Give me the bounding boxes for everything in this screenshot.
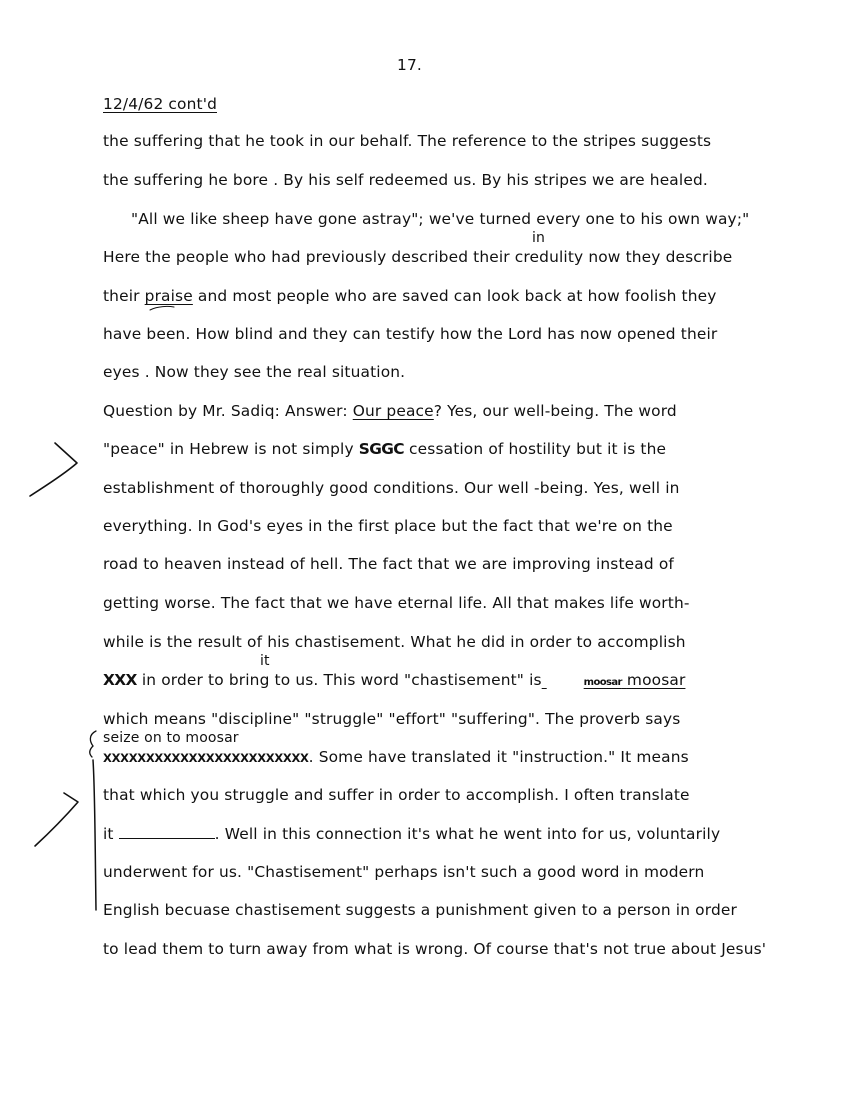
text-segment: "peace" in Hebrew is not simply bbox=[103, 440, 359, 458]
text-line: the suffering that he took in our behalf. The reference to the stripes suggests bbox=[103, 132, 712, 150]
text-line: getting worse. The fact that we have eternal life. All that makes life worth- bbox=[103, 594, 690, 612]
brace-icon bbox=[90, 731, 96, 757]
text-line: the suffering he bore . By his self redeemed us. By his stripes we are healed. bbox=[103, 171, 708, 189]
underlined-word: praise bbox=[144, 287, 193, 305]
text-line: Here the people who had previously described their credulity now they describe bbox=[103, 248, 733, 266]
text-line: establishment of thoroughly good conditions. Our well -being. Yes, well in bbox=[103, 479, 680, 497]
interlinear-insert: seize on to moosar bbox=[103, 730, 239, 746]
struck-out-text: SGGC bbox=[358, 440, 404, 458]
text-segment: and most people who are saved can look back at how foolish they bbox=[192, 287, 717, 305]
text-segment: their bbox=[103, 287, 145, 305]
check-mark-icon bbox=[30, 443, 77, 496]
text-line: to lead them to turn away from what is wrong. Of course that's not true about Jesus' bbox=[103, 940, 767, 958]
text-line: English becuase chastisement suggests a punishment given to a person in order bbox=[103, 901, 737, 919]
text-line: have been. How blind and they can testify how the Lord has now opened their bbox=[103, 325, 718, 343]
text-segment: it bbox=[103, 825, 119, 843]
page-number: 17. bbox=[397, 56, 422, 74]
text-line: while is the result of his chastisement. What he did in order to accomplish bbox=[103, 633, 686, 651]
moosar-word: moosar bbox=[626, 671, 686, 689]
interlinear-insert: it bbox=[260, 653, 270, 669]
check-mark-icon bbox=[35, 793, 78, 846]
text-line: underwent for us. "Chastisement" perhaps isn't such a good word in modern bbox=[103, 863, 705, 881]
text-line: everything. In God's eyes in the first place but the fact that we're on the bbox=[103, 517, 673, 535]
underline-scribble-icon bbox=[150, 306, 174, 310]
text-line: "All we like sheep have gone astray"; we've turned every one to his own way;" bbox=[131, 210, 750, 228]
text-segment: Question by Mr. Sadiq: Answer: bbox=[103, 402, 353, 420]
margin-vertical-line-icon bbox=[93, 760, 96, 910]
struck-out-text: XXX bbox=[103, 671, 137, 689]
interlinear-insert: in bbox=[532, 230, 546, 246]
date-header: 12/4/62 cont'd bbox=[103, 95, 217, 113]
text-segment: . Some have translated it "instruction." It means bbox=[308, 748, 689, 766]
text-segment: ? Yes, our well-being. The word bbox=[433, 402, 677, 420]
text-line: which means "discipline" "struggle" "effort" "suffering". The proverb says bbox=[103, 710, 681, 728]
text-line: eyes . Now they see the real situation. bbox=[103, 363, 406, 381]
struck-out-text: XXXXXXXXXXXXXXXXXXXXXXXX bbox=[103, 751, 309, 765]
text-line: road to heaven instead of hell. The fact that we are improving instead of bbox=[103, 555, 674, 573]
text-segment: cessation of hostility but it is the bbox=[404, 440, 667, 458]
text-segment: . Well in this connection it's what he went into for us, voluntarily bbox=[214, 825, 721, 843]
text-segment: in order to bring to us. This word "chastisement" is bbox=[136, 671, 542, 689]
text-line: that which you struggle and suffer in order to accomplish. I often translate bbox=[103, 786, 690, 804]
struck-out-text: moosar bbox=[583, 677, 622, 688]
underlined-word: Our peace bbox=[352, 402, 434, 420]
